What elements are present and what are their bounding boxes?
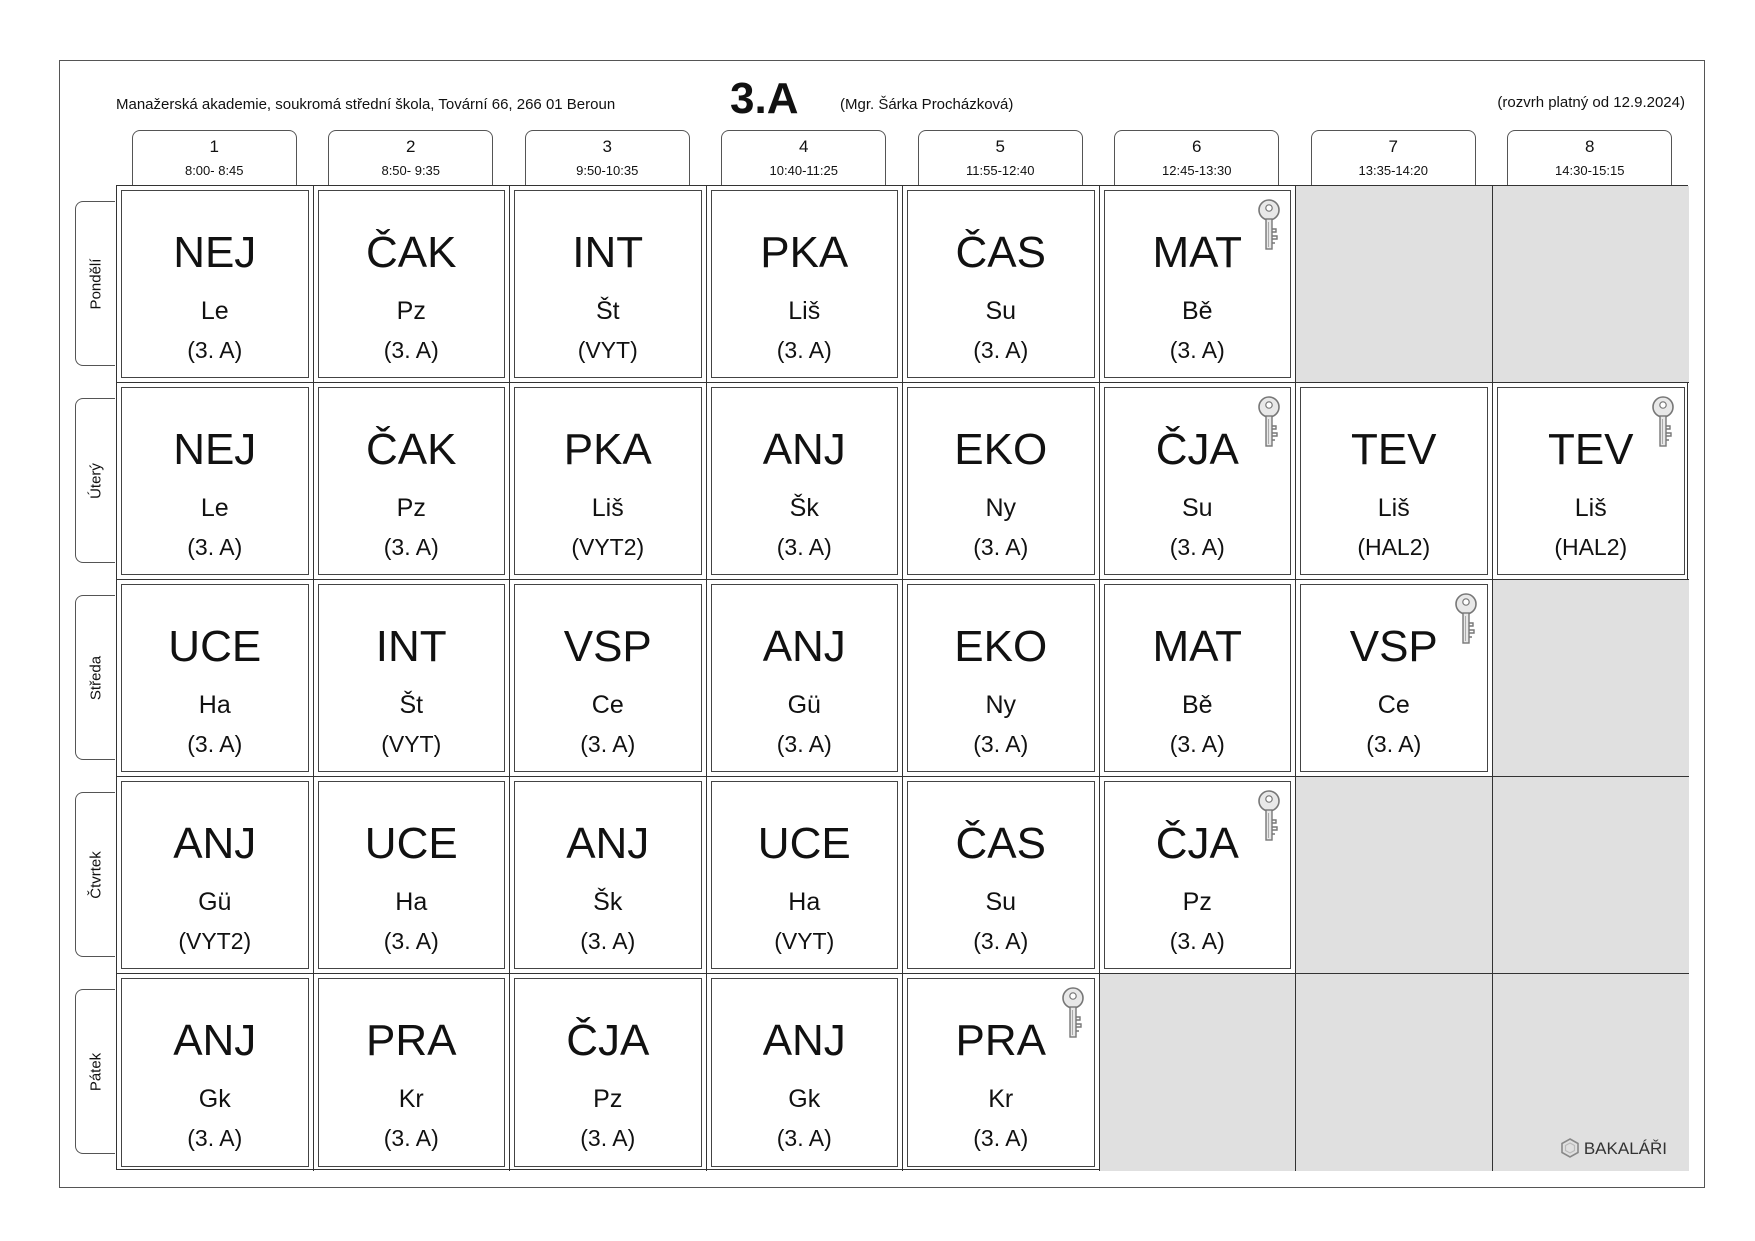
lesson-teacher: Gk <box>788 1085 821 1113</box>
lesson-room: (3. A) <box>580 928 636 954</box>
lesson-slot <box>510 186 707 383</box>
lesson-subject: ČAK <box>366 425 457 474</box>
lesson-slot <box>707 186 904 383</box>
lesson-card[interactable] <box>514 584 702 772</box>
period-time: 9:50-10:35 <box>576 163 639 178</box>
lesson-slot <box>510 777 707 974</box>
day-tab-3 <box>75 595 115 760</box>
empty-slot <box>1493 777 1690 974</box>
lesson-card[interactable] <box>711 584 899 772</box>
lesson-subject: TEV <box>1547 425 1634 474</box>
lesson-subject: NEJ <box>173 228 257 277</box>
lesson-slot <box>707 777 904 974</box>
key-icon <box>1256 396 1282 450</box>
period-number: 1 <box>209 137 219 156</box>
lesson-card[interactable] <box>318 781 506 969</box>
lesson-subject: TEV <box>1350 425 1437 474</box>
lesson-room: (3. A) <box>1366 731 1422 757</box>
lesson-room: (3. A) <box>187 1125 243 1151</box>
lesson-slot <box>1296 383 1493 580</box>
lesson-teacher: Liš <box>591 494 624 522</box>
lesson-subject: NEJ <box>173 425 257 474</box>
lesson-card[interactable] <box>318 387 506 575</box>
bakalari-logo-icon <box>1560 1138 1580 1158</box>
lesson-room: (3. A) <box>1169 928 1225 954</box>
lesson-teacher: Pz <box>593 1085 623 1113</box>
lesson-card[interactable] <box>121 190 309 378</box>
lesson-card[interactable] <box>711 387 899 575</box>
day-label: Úterý <box>87 462 104 499</box>
lesson-room: (HAL2) <box>1357 534 1431 560</box>
lesson-teacher: Ny <box>985 494 1017 522</box>
day-tab-1 <box>75 201 115 366</box>
lesson-card[interactable] <box>514 190 702 378</box>
lesson-room: (HAL2) <box>1554 534 1628 560</box>
period-tab-6 <box>1114 130 1279 186</box>
period-number: 4 <box>799 137 809 156</box>
lesson-teacher: Pz <box>396 494 426 522</box>
lesson-teacher: Pz <box>396 297 426 325</box>
period-tab-3 <box>525 130 690 186</box>
lesson-room: (3. A) <box>973 534 1029 560</box>
lesson-slot <box>903 186 1100 383</box>
lesson-teacher: Ny <box>985 691 1017 719</box>
lesson-teacher: Pz <box>1182 888 1212 916</box>
period-number: 3 <box>602 137 612 156</box>
lesson-card[interactable] <box>907 781 1095 969</box>
lesson-subject: ČAS <box>955 228 1046 277</box>
empty-slot <box>1493 186 1690 383</box>
lesson-teacher: Ce <box>591 691 624 719</box>
lesson-slot <box>117 974 314 1171</box>
lesson-teacher: Šk <box>789 494 819 522</box>
lesson-card[interactable] <box>1104 781 1292 969</box>
lesson-slot <box>1296 580 1493 777</box>
lesson-card[interactable] <box>514 387 702 575</box>
lesson-slot <box>707 580 904 777</box>
lesson-room: (3. A) <box>973 337 1029 363</box>
brand-name: BAKALÁŘI <box>1583 1139 1667 1158</box>
lesson-subject: ČJA <box>1155 819 1239 868</box>
valid-from: (rozvrh platný od 12.9.2024) <box>1497 94 1685 111</box>
lesson-teacher: Ha <box>788 888 821 916</box>
lesson-subject: ANJ <box>762 425 846 474</box>
lesson-teacher: Št <box>595 297 620 325</box>
lesson-slot <box>1100 186 1297 383</box>
lesson-subject: UCE <box>364 819 458 868</box>
day-label: Středa <box>87 655 104 700</box>
class-title: 3.A <box>730 74 799 123</box>
lesson-teacher: Su <box>1181 494 1213 522</box>
key-icon <box>1256 790 1282 844</box>
lesson-teacher: Ha <box>198 691 231 719</box>
lesson-room: (3. A) <box>776 534 832 560</box>
lesson-card[interactable] <box>907 190 1095 378</box>
lesson-room: (3. A) <box>383 928 439 954</box>
lesson-teacher: Su <box>985 888 1017 916</box>
lesson-room: (3. A) <box>187 534 243 560</box>
period-number: 8 <box>1585 137 1595 156</box>
lesson-slot <box>1100 580 1297 777</box>
day-label: Pondělí <box>87 258 104 309</box>
lesson-card[interactable] <box>1497 387 1686 575</box>
lesson-card[interactable] <box>907 584 1095 772</box>
empty-slot <box>1296 974 1493 1171</box>
lesson-slot <box>1493 383 1690 580</box>
period-number: 6 <box>1192 137 1202 156</box>
lesson-slot <box>510 974 707 1171</box>
period-number: 5 <box>995 137 1005 156</box>
lesson-room: (3. A) <box>187 337 243 363</box>
lesson-slot <box>1100 383 1297 580</box>
lesson-teacher: Gü <box>787 691 821 719</box>
lesson-slot <box>903 383 1100 580</box>
lesson-teacher: Kr <box>988 1085 1014 1113</box>
lesson-subject: ANJ <box>173 1016 257 1065</box>
lesson-card[interactable] <box>907 387 1095 575</box>
lesson-room: (3. A) <box>1169 337 1225 363</box>
school-name: Manažerská akademie, soukromá střední škola, Tovární 66, 266 01 Beroun <box>116 96 616 113</box>
lesson-subject: ANJ <box>762 1016 846 1065</box>
lesson-room: (3. A) <box>973 1125 1029 1151</box>
lesson-card[interactable] <box>711 978 899 1167</box>
lesson-card[interactable] <box>1300 584 1488 772</box>
lesson-slot <box>903 974 1100 1171</box>
lesson-subject: UCE <box>168 622 262 671</box>
lesson-subject: ANJ <box>173 819 257 868</box>
lesson-room: (3. A) <box>776 337 832 363</box>
lesson-card[interactable] <box>1104 584 1292 772</box>
lesson-slot <box>117 383 314 580</box>
lesson-subject: ANJ <box>762 622 846 671</box>
lesson-subject: ČAS <box>955 819 1046 868</box>
lesson-teacher: Šk <box>593 888 623 916</box>
period-tab-4 <box>721 130 886 186</box>
period-time: 8:50- 9:35 <box>381 163 441 178</box>
lesson-subject: INT <box>375 622 447 671</box>
lesson-card[interactable] <box>711 781 899 969</box>
lesson-teacher: Gk <box>198 1085 231 1113</box>
period-time: 12:45-13:30 <box>1162 163 1232 178</box>
lesson-slot <box>117 777 314 974</box>
lesson-room: (VYT) <box>577 337 638 363</box>
lesson-teacher: Ce <box>1377 691 1410 719</box>
lesson-slot <box>510 580 707 777</box>
lesson-card[interactable] <box>1104 190 1292 378</box>
lesson-room: (VYT2) <box>178 928 252 954</box>
lesson-slot <box>510 383 707 580</box>
lesson-card[interactable] <box>711 190 899 378</box>
lesson-card[interactable] <box>318 978 506 1167</box>
lesson-room: (3. A) <box>1169 534 1225 560</box>
lesson-slot <box>314 580 511 777</box>
lesson-card[interactable] <box>1300 387 1488 575</box>
lesson-card[interactable] <box>121 584 309 772</box>
empty-slot <box>1493 580 1690 777</box>
lesson-room: (3. A) <box>383 1125 439 1151</box>
lesson-subject: ČJA <box>1155 425 1239 474</box>
lesson-teacher: Ha <box>395 888 428 916</box>
lesson-teacher: Liš <box>1377 494 1410 522</box>
period-number: 7 <box>1388 137 1398 156</box>
lesson-teacher: Gü <box>198 888 232 916</box>
lesson-subject: PKA <box>760 228 849 277</box>
lesson-subject: MAT <box>1152 228 1243 277</box>
lesson-subject: PKA <box>563 425 652 474</box>
empty-slot <box>1296 777 1493 974</box>
lesson-room: (VYT2) <box>571 534 645 560</box>
lesson-slot <box>707 974 904 1171</box>
period-tab-7 <box>1311 130 1476 186</box>
key-icon <box>1060 987 1086 1041</box>
lesson-subject: PRA <box>366 1016 457 1065</box>
lesson-teacher: Kr <box>398 1085 424 1113</box>
empty-slot <box>1296 186 1493 383</box>
lesson-room: (3. A) <box>580 731 636 757</box>
lesson-slot <box>314 186 511 383</box>
lesson-slot <box>903 777 1100 974</box>
period-time: 8:00- 8:45 <box>184 163 244 178</box>
lesson-subject: VSP <box>1349 622 1438 671</box>
period-tab-8 <box>1507 130 1672 186</box>
lesson-subject: VSP <box>563 622 652 671</box>
lesson-subject: ČAK <box>366 228 457 277</box>
lesson-slot <box>314 974 511 1171</box>
day-label: Pátek <box>87 1052 104 1091</box>
lesson-teacher: Št <box>399 691 424 719</box>
lesson-slot <box>707 383 904 580</box>
key-icon <box>1453 593 1479 647</box>
lesson-subject: UCE <box>757 819 851 868</box>
timetable-grid <box>116 185 1688 1170</box>
lesson-room: (3. A) <box>187 731 243 757</box>
lesson-room: (3. A) <box>973 731 1029 757</box>
lesson-room: (3. A) <box>383 337 439 363</box>
lesson-subject: EKO <box>954 622 1048 671</box>
lesson-card[interactable] <box>514 978 702 1167</box>
lesson-card[interactable] <box>121 978 309 1167</box>
class-teacher: (Mgr. Šárka Procházková) <box>840 96 1014 113</box>
period-tab-1 <box>132 130 297 186</box>
key-icon <box>1650 396 1676 450</box>
lesson-teacher: Su <box>985 297 1017 325</box>
lesson-slot <box>1100 777 1297 974</box>
period-time: 13:35-14:20 <box>1358 163 1428 178</box>
day-tab-5 <box>75 989 115 1154</box>
lesson-room: (3. A) <box>580 1125 636 1151</box>
brand-logo <box>1560 1138 1667 1159</box>
lesson-teacher: Liš <box>1574 494 1607 522</box>
key-icon <box>1256 199 1282 253</box>
day-tab-4 <box>75 792 115 957</box>
day-tab-2 <box>75 398 115 563</box>
lesson-room: (3. A) <box>973 928 1029 954</box>
lesson-card[interactable] <box>121 781 309 969</box>
period-tab-5 <box>918 130 1083 186</box>
lesson-card[interactable] <box>121 387 309 575</box>
lesson-card[interactable] <box>514 781 702 969</box>
lesson-subject: PRA <box>955 1016 1046 1065</box>
lesson-room: (3. A) <box>1169 731 1225 757</box>
lesson-room: (VYT) <box>381 731 442 757</box>
lesson-slot <box>314 777 511 974</box>
period-time: 14:30-15:15 <box>1555 163 1625 178</box>
lesson-subject: ČJA <box>566 1016 650 1065</box>
lesson-slot <box>117 186 314 383</box>
period-time: 11:55-12:40 <box>966 163 1035 178</box>
lesson-card[interactable] <box>1104 387 1292 575</box>
period-number: 2 <box>406 137 416 156</box>
lesson-slot <box>903 580 1100 777</box>
lesson-card[interactable] <box>907 978 1095 1167</box>
lesson-room: (VYT) <box>774 928 835 954</box>
lesson-card[interactable] <box>318 584 506 772</box>
lesson-teacher: Liš <box>788 297 821 325</box>
lesson-teacher: Bě <box>1181 297 1213 325</box>
day-label: Čtvrtek <box>87 850 104 899</box>
lesson-room: (3. A) <box>776 1125 832 1151</box>
empty-slot <box>1100 974 1297 1171</box>
lesson-card[interactable] <box>318 190 506 378</box>
lesson-slot <box>117 580 314 777</box>
lesson-subject: MAT <box>1152 622 1243 671</box>
period-tab-2 <box>328 130 493 186</box>
lesson-teacher: Le <box>200 494 229 522</box>
lesson-subject: INT <box>572 228 644 277</box>
lesson-room: (3. A) <box>776 731 832 757</box>
lesson-teacher: Bě <box>1181 691 1213 719</box>
lesson-slot <box>314 383 511 580</box>
lesson-subject: EKO <box>954 425 1048 474</box>
lesson-room: (3. A) <box>383 534 439 560</box>
lesson-subject: ANJ <box>566 819 650 868</box>
period-time: 10:40-11:25 <box>769 163 838 178</box>
lesson-teacher: Le <box>200 297 229 325</box>
